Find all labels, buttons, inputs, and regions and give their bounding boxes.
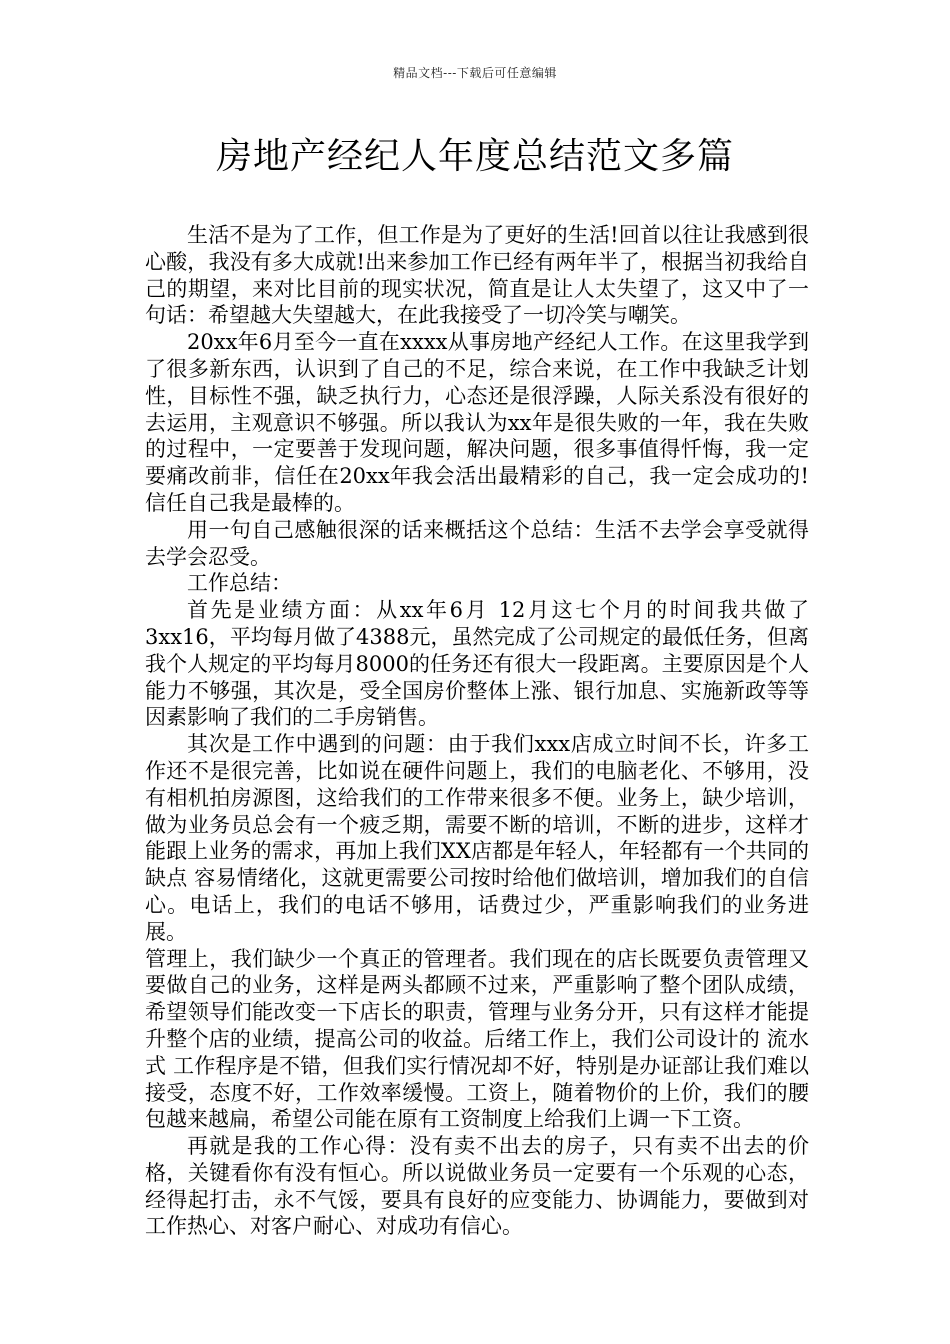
paragraph-insights: 再就是我的工作心得：没有卖不出去的房子，只有卖不出去的价格，关键看你有没有恒心。所以说做业务员一定要有一个乐观的心态，经得起打击，永不气馁，要具有良好的应变能力、协调能力，要做到对工作热心、对客户耐心、对成功有信心。: [145, 1134, 809, 1239]
paragraph-performance: 首先是业绩方面：从xx年6月 12月这七个月的时间我共做了3xx16，平均每月做了4388元，虽然完成了公司规定的最低任务，但离我个人规定的平均每月8000的任务还有很大一段距离。主要原因是个人能力不够强，其次是，受全国房价整体上涨、银行加息、实施新政等等因素影响了我们的二手房销售。: [145, 598, 809, 730]
paragraph-work-history: 20xx年6月至今一直在xxxx从事房地产经纪人工作。在这里我学到了很多新东西，认识到了自己的不足，综合来说，在工作中我缺乏计划性，目标性不强，缺乏执行力，心态还是很浮躁，人际关系没有很好的去运用，主观意识不够强。所以我认为xx年是很失败的一年，我在失败的过程中，一定要善于发现问题，解决问题，很多事值得忏悔，我一定要痛改前非，信任在20xx年我会活出最精彩的自己，我一定会成功的!信任自己我是最棒的。: [145, 330, 809, 515]
section-heading-work-summary: 工作总结：: [187, 571, 292, 596]
paragraph-problems: 其次是工作中遇到的问题：由于我们xxx店成立时间不长，许多工作还不是很完善，比如说在硬件问题上，我们的电脑老化、不够用，没有相机拍房源图，这给我们的工作带来很多不便。业务上，缺少培训，做为业务员总会有一个疲乏期，需要不断的培训，不断的进步，这样才能跟上业务的需求，再加上我们XX店都是年轻人，年轻都有一个共同的缺点 容易情绪化，这就更需要公司按时给他们做培训，增加我们的自信心。电话上，我们的电话不够用，话费过少，严重影响我们的业务进展。: [145, 732, 809, 944]
header-note: 精品文档---下载后可任意编辑: [393, 66, 557, 80]
paragraph-management: 管理上，我们缺少一个真正的管理者。我们现在的店长既要负责管理又要做自己的业务，这样是两头都顾不过来，严重影响了整个团队成绩，希望领导们能改变一下店长的职责，管理与业务分开，只有这样才能提升整个店的业绩，提高公司的收益。后绪工作上，我们公司设计的 流水式 工作程序是不错，但我们实行情况却不好，特别是办证部让我们难以接受，态度不好，工作效率缓慢。工资上，随着物价的上价，我们的腰包越来越扁，希望公司能在原有工资制度上给我们上调一下工资。: [145, 946, 809, 1132]
paragraph-intro: 生活不是为了工作，但工作是为了更好的生活!回首以往让我感到很心酸，我没有多大成就!出来参加工作已经有两年半了，根据当初我给自己的期望，来对比目前的现实状况，简直是让人太失望了，这又中了一句话：希望越大失望越大，在此我接受了一切冷笑与嘲笑。: [145, 223, 809, 328]
document-body: [145, 222, 809, 1240]
document-title: 房地产经纪人年度总结范文多篇: [215, 136, 734, 177]
paragraph-motto: 用一句自己感触很深的话来概括这个总结：生活不去学会享受就得去学会忍受。: [145, 517, 809, 569]
